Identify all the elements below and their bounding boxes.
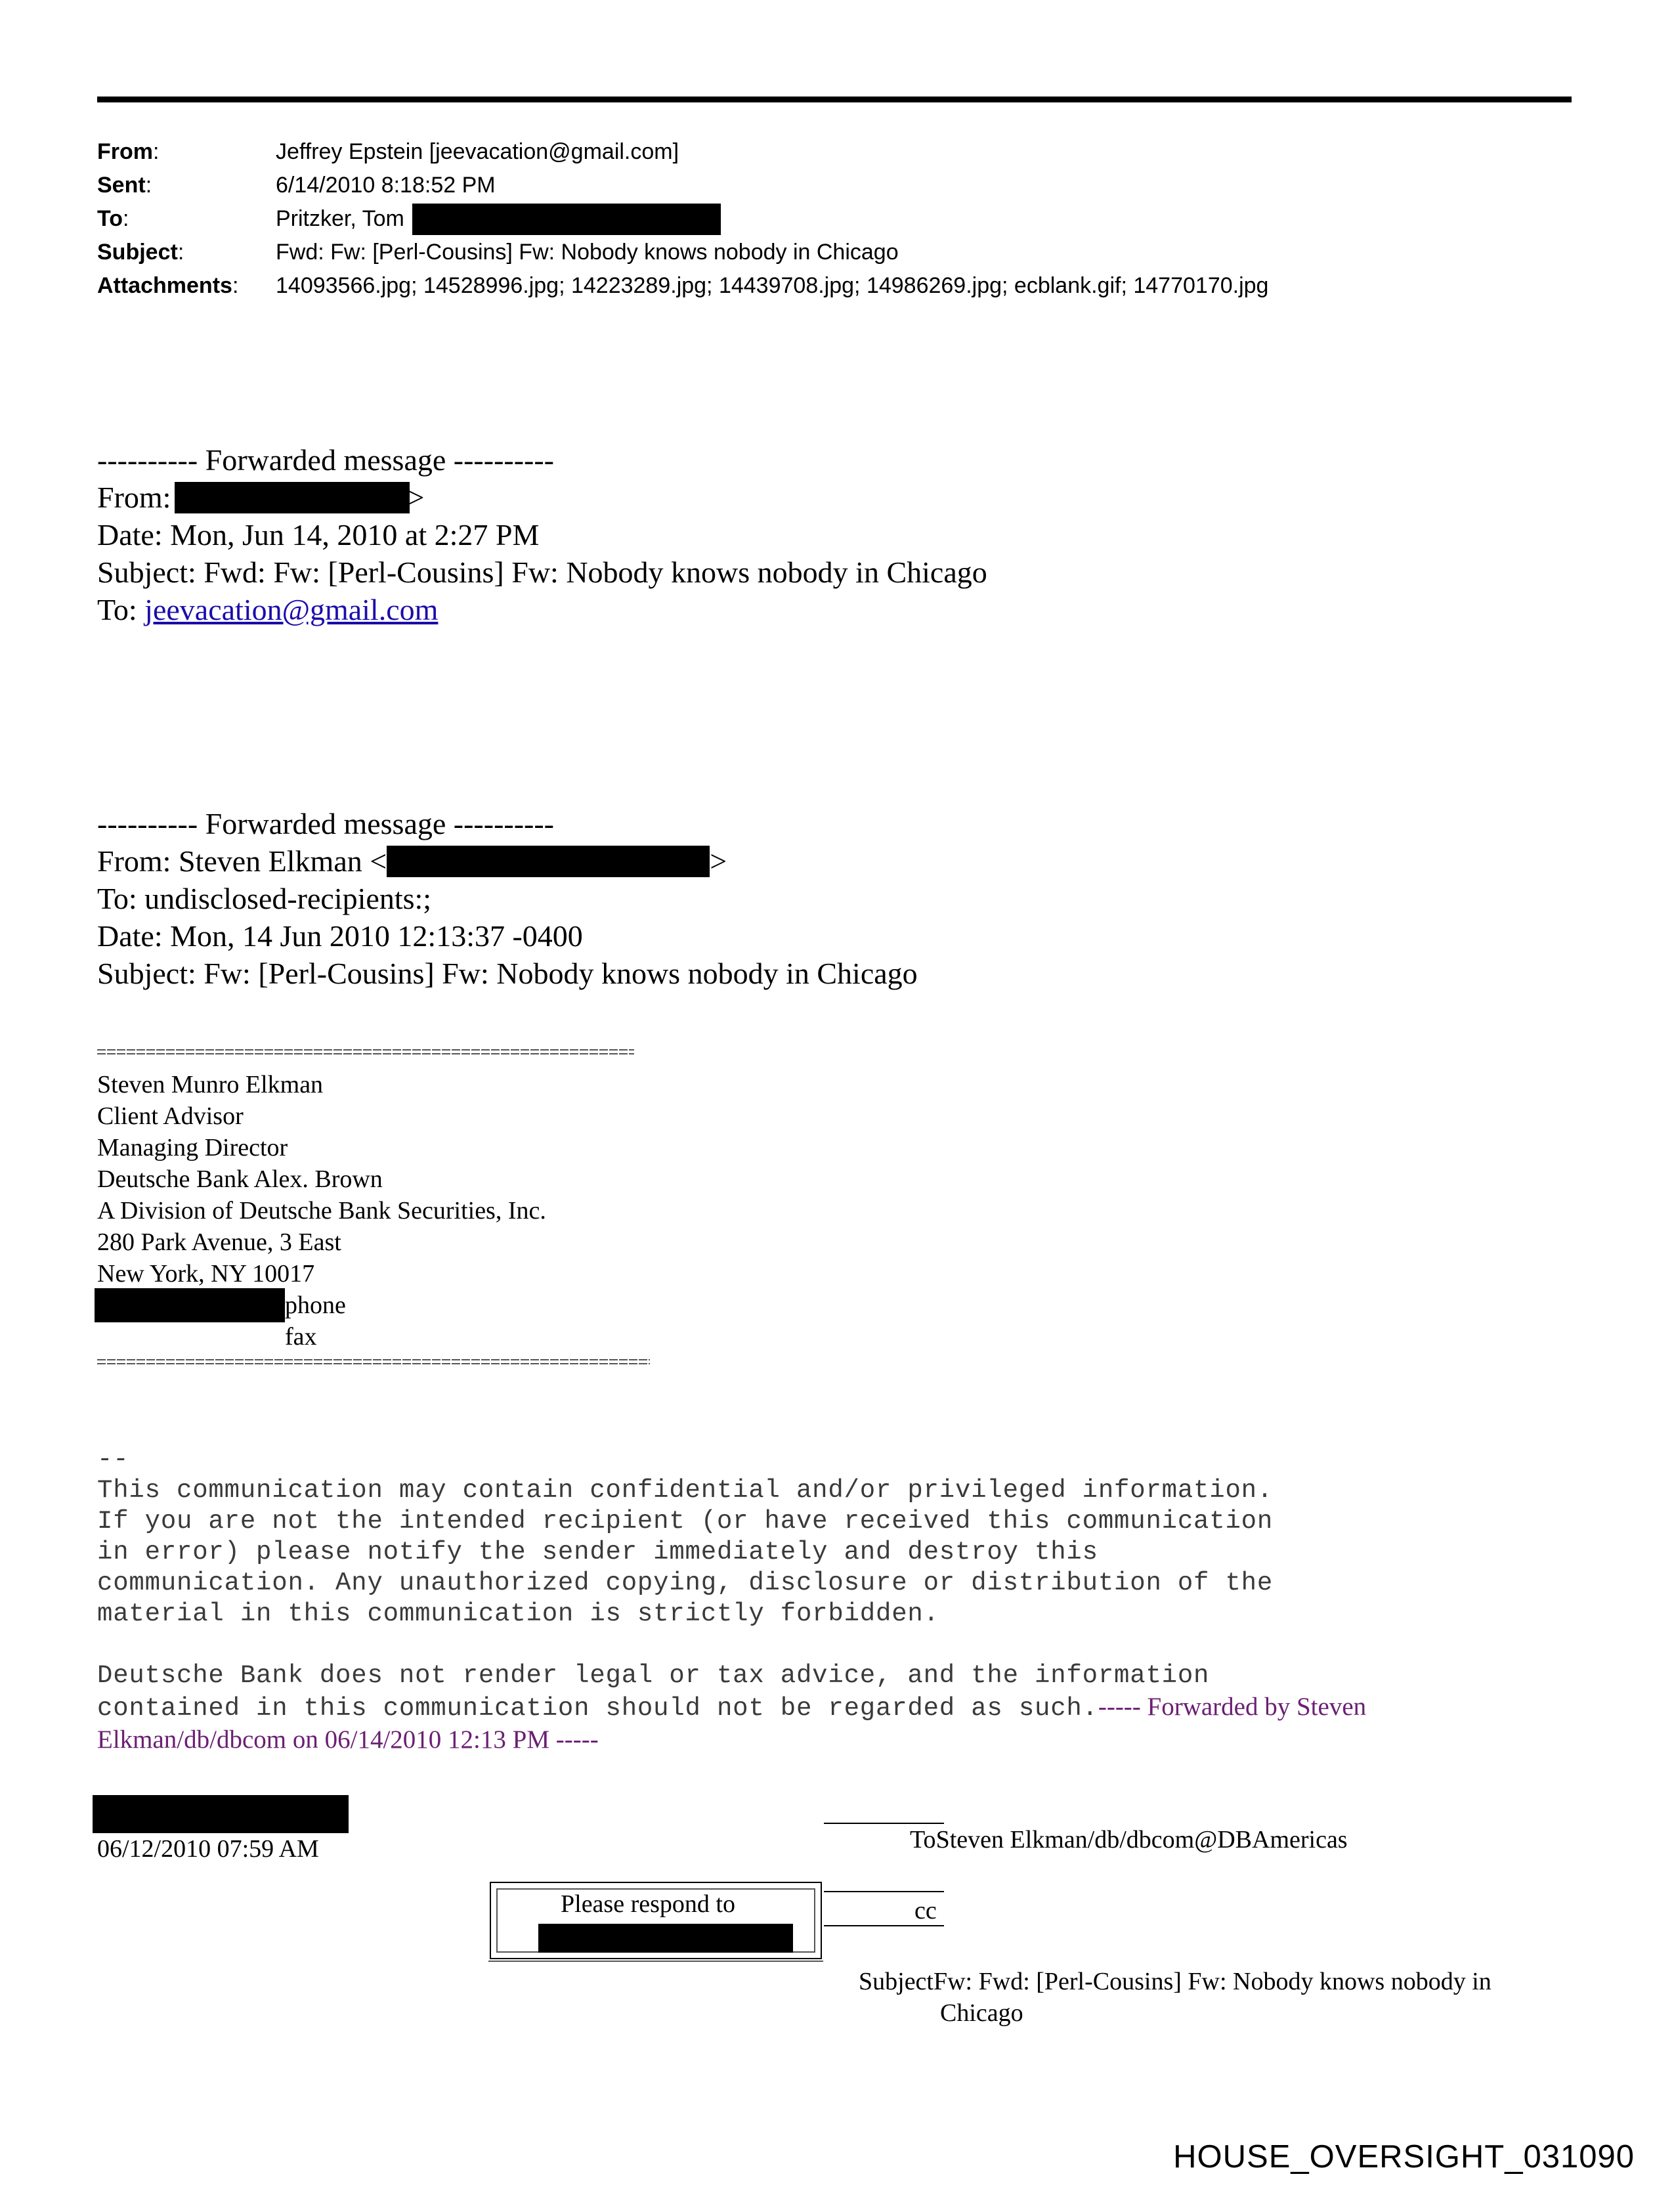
email-link[interactable]: jeevacation@gmail.com <box>144 593 439 626</box>
forward-date: Date: Mon, 14 Jun 2010 12:13:37 -0400 <box>97 919 583 953</box>
sig-address: New York, NY 10017 <box>97 1260 315 1288</box>
email-header <box>97 135 1268 303</box>
forwarded-message-1 <box>97 441 987 628</box>
subject-value: Fwd: Fw: [Perl-Cousins] Fw: Nobody knows nobody in Chicago <box>276 240 899 265</box>
from-label: From <box>97 139 153 164</box>
signature-rule-bottom <box>97 1358 650 1366</box>
subject-row: Subject: Fwd: Fw: [Perl-Cousins] Fw: Nobody knows nobody in Chicago <box>97 236 1268 269</box>
sig-title: Client Advisor <box>97 1102 244 1130</box>
forward-subject: Subject: Fwd: Fw: [Perl-Cousins] Fw: Nobody knows nobody in Chicago <box>97 555 987 589</box>
attachments-label: Attachments <box>97 273 232 298</box>
to-label: To <box>97 206 123 231</box>
forward-date: Date: Mon, Jun 14, 2010 at 2:27 PM <box>97 518 540 552</box>
sent-value: 6/14/2010 8:18:52 PM <box>276 173 496 198</box>
sig-title: Managing Director <box>97 1134 288 1161</box>
divider <box>488 1961 823 1962</box>
divider <box>824 1925 944 1926</box>
attachments-value: 14093566.jpg; 14528996.jpg; 14223289.jpg; 14439708.jpg; 14986269.jpg; ecblank.gif; 14770170.jpg <box>276 273 1269 298</box>
redaction-bar <box>387 846 710 877</box>
bates-number: HOUSE_OVERSIGHT_031090 <box>1173 2139 1635 2175</box>
forward-to: To: jeevacation@gmail.com <box>97 591 987 628</box>
sig-company: Deutsche Bank Alex. Brown <box>97 1165 383 1193</box>
from-value: Jeffrey Epstein [jeevacation@gmail.com] <box>276 139 679 164</box>
memo-to: ToSteven Elkman/db/dbcom@DBAmericas <box>910 1826 1348 1854</box>
redaction-bar <box>93 1795 349 1833</box>
sig-address: 280 Park Avenue, 3 East <box>97 1228 341 1256</box>
redaction-bar <box>95 1288 285 1322</box>
signature-rule-top <box>97 1048 634 1056</box>
sig-fax: fax <box>285 1323 317 1351</box>
forward-from: From: Steven Elkman < > <box>97 844 727 878</box>
disclaimer: -- This communication may contain confidential and/or privileged information. If you are not the intended recipient (or have received this communication in error) please notify the sender immediately and destroy this communication. Any unauthorized copying, disclosure or distribution of the material in this communication is strictly forbidden. Deutsche Bank does not render legal or tax advice, and the information contained in this communication should not be regarded as such.----- Forwarded by Steven Elkman/db/dbcom on 06/14/2010 12:13 PM ----- <box>97 1445 1367 1754</box>
memo-date: 06/12/2010 07:59 AM <box>97 1835 319 1863</box>
memo-cc: cc <box>914 1897 937 1924</box>
respond-label: Please respond to <box>561 1890 735 1918</box>
signature-block <box>97 1069 546 1353</box>
sig-name: Steven Munro Elkman <box>97 1071 324 1098</box>
respond-to-box <box>490 1882 822 1959</box>
attachments-row: Attachments: 14093566.jpg; 14528996.jpg; 14223289.jpg; 14439708.jpg; 14986269.jpg; ecblank.gif; 14770170.jpg <box>97 269 1268 303</box>
forwarded-message-2 <box>97 805 918 992</box>
divider <box>824 1823 944 1824</box>
forward-from: From: > <box>97 481 425 514</box>
to-value: Pritzker, Tom <box>276 206 404 231</box>
sent-label: Sent <box>97 173 146 198</box>
to-row: To: Pritzker, Tom <box>97 202 1268 236</box>
redaction-bar <box>412 204 721 235</box>
sig-phone: phone <box>97 1290 546 1321</box>
forwarded-by: ----- Forwarded by Steven <box>1098 1693 1367 1721</box>
divider <box>824 1891 944 1892</box>
forwarded-by: Elkman/db/dbcom on 06/14/2010 12:13 PM ----- <box>97 1725 599 1754</box>
sent-row: Sent: 6/14/2010 8:18:52 PM <box>97 169 1268 202</box>
subject-label: Subject <box>97 240 178 265</box>
memo-subject: SubjectFw: Fwd: [Perl-Cousins] Fw: Nobody knows nobody in Chicago <box>859 1968 1492 2027</box>
sig-division: A Division of Deutsche Bank Securities, Inc. <box>97 1197 546 1225</box>
redaction-bar <box>175 482 410 513</box>
from-row: From: Jeffrey Epstein [jeevacation@gmail.com] <box>97 135 1268 169</box>
redaction-bar <box>538 1924 793 1953</box>
top-rule <box>97 97 1572 102</box>
forward-subject: Subject: Fw: [Perl-Cousins] Fw: Nobody knows nobody in Chicago <box>97 957 918 990</box>
forward-to: To: undisclosed-recipients:; <box>97 882 432 915</box>
forward-banner: ---------- Forwarded message ---------- <box>97 807 554 840</box>
forward-banner: ---------- Forwarded message ---------- <box>97 443 554 477</box>
